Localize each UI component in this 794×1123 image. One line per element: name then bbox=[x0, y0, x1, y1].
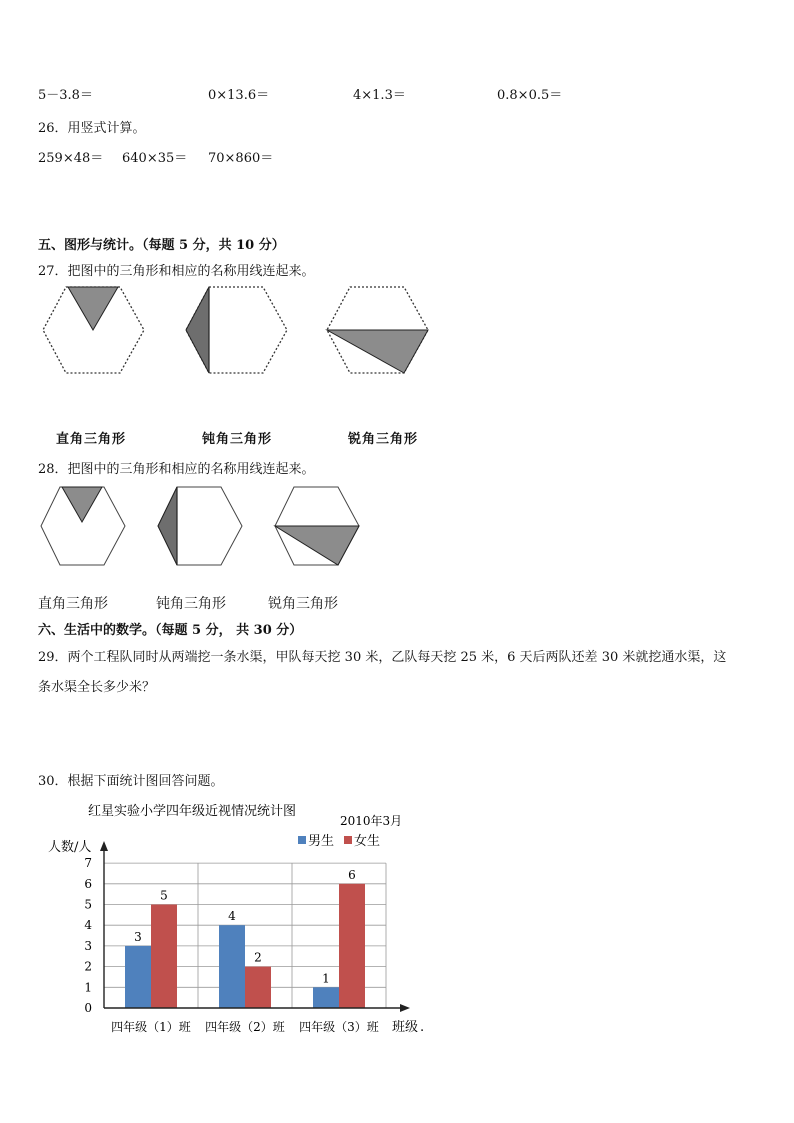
vertical-calc-3: 70×860＝ bbox=[208, 151, 274, 166]
question-29-line-1: 29．两个工程队同时从两端挖一条水渠，甲队每天挖 30 米，乙队每天挖 25 米，6 天后两队还差 30 米就挖通水渠，这 bbox=[38, 650, 727, 665]
bar-girls bbox=[151, 905, 177, 1009]
vertical-calc-1: 259×48＝ bbox=[38, 151, 104, 166]
label-acute-triangle: 锐角三角形 bbox=[348, 432, 419, 447]
hexagon-figure-obtuse-triangle-2 bbox=[155, 484, 245, 568]
bar-boys bbox=[313, 987, 339, 1008]
vertical-calc-2: 640×35＝ bbox=[122, 151, 188, 166]
x-tick-label: 四年级（2）班 bbox=[205, 1020, 285, 1034]
y-tick-label: 1 bbox=[84, 980, 92, 995]
section-6-heading: 六、生活中的数学。（每题 5 分， 共 30 分） bbox=[38, 623, 303, 638]
legend-label-girls: 女生 bbox=[354, 834, 381, 849]
chart-subtitle: 2010年3月 bbox=[340, 814, 403, 828]
svg-text:.: . bbox=[420, 1020, 425, 1035]
hexagon-figure-right-triangle-2 bbox=[38, 484, 128, 568]
x-axis-arrow bbox=[400, 1004, 410, 1012]
bar-value-label: 3 bbox=[134, 929, 142, 944]
bar-value-label: 2 bbox=[254, 950, 262, 965]
question-30-title: 30．根据下面统计图回答问题。 bbox=[38, 774, 224, 789]
question-27-title: 27．把图中的三角形和相应的名称用线连起来。 bbox=[38, 264, 315, 279]
legend-label-boys: 男生 bbox=[308, 834, 335, 849]
label-right-triangle-2: 直角三角形 bbox=[38, 596, 108, 612]
calc-item-1: 5－3.8＝ bbox=[38, 88, 93, 103]
y-tick-label: 3 bbox=[84, 938, 92, 953]
calc-item-3: 4×1.3＝ bbox=[353, 88, 406, 103]
y-tick-label: 0 bbox=[84, 1001, 92, 1015]
calc-item-2: 0×13.6＝ bbox=[208, 88, 270, 103]
section-5-heading: 五、图形与统计。（每题 5 分，共 10 分） bbox=[38, 238, 285, 253]
y-tick-label: 5 bbox=[84, 897, 92, 912]
hexagon-figure-obtuse-triangle bbox=[183, 284, 291, 378]
y-tick-label: 4 bbox=[84, 918, 92, 933]
bar-value-label: 6 bbox=[348, 867, 356, 882]
bar-value-label: 5 bbox=[160, 888, 168, 903]
question-26-title: 26．用竖式计算。 bbox=[38, 121, 146, 136]
y-tick-label: 2 bbox=[84, 959, 92, 974]
x-axis-label: 班级 bbox=[392, 1020, 419, 1035]
bar-boys bbox=[219, 925, 245, 1008]
y-axis-label: 人数/人 bbox=[48, 840, 92, 855]
bar-value-label: 1 bbox=[322, 971, 330, 986]
y-axis-arrow bbox=[100, 841, 108, 851]
x-tick-label: 四年级（3）班 bbox=[299, 1020, 379, 1034]
calc-item-4: 0.8×0.5＝ bbox=[497, 88, 563, 103]
legend-swatch-boys bbox=[298, 836, 306, 844]
y-tick-label: 6 bbox=[84, 876, 92, 891]
bar-girls bbox=[339, 884, 365, 1008]
y-tick-label: 7 bbox=[84, 856, 92, 871]
bar-girls bbox=[245, 967, 271, 1008]
chart-title: 红星实验小学四年级近视情况统计图 bbox=[88, 804, 297, 819]
bar-boys bbox=[125, 946, 151, 1008]
label-obtuse-triangle: 钝角三角形 bbox=[202, 432, 273, 447]
myopia-bar-chart bbox=[40, 795, 440, 1045]
hexagon-figure-acute-triangle bbox=[324, 284, 432, 378]
legend-swatch-girls bbox=[344, 836, 352, 844]
label-obtuse-triangle-2: 钝角三角形 bbox=[156, 596, 226, 612]
label-acute-triangle-2: 锐角三角形 bbox=[268, 596, 338, 612]
question-29-line-2: 条水渠全长多少米？ bbox=[38, 680, 156, 695]
bar-value-label: 4 bbox=[228, 909, 236, 924]
x-tick-label: 四年级（1）班 bbox=[111, 1020, 191, 1034]
label-right-triangle: 直角三角形 bbox=[56, 432, 127, 447]
hexagon-figure-acute-triangle-2 bbox=[272, 484, 362, 568]
question-28-title: 28．把图中的三角形和相应的名称用线连起来。 bbox=[38, 462, 315, 477]
hexagon-figure-right-triangle bbox=[40, 284, 148, 378]
